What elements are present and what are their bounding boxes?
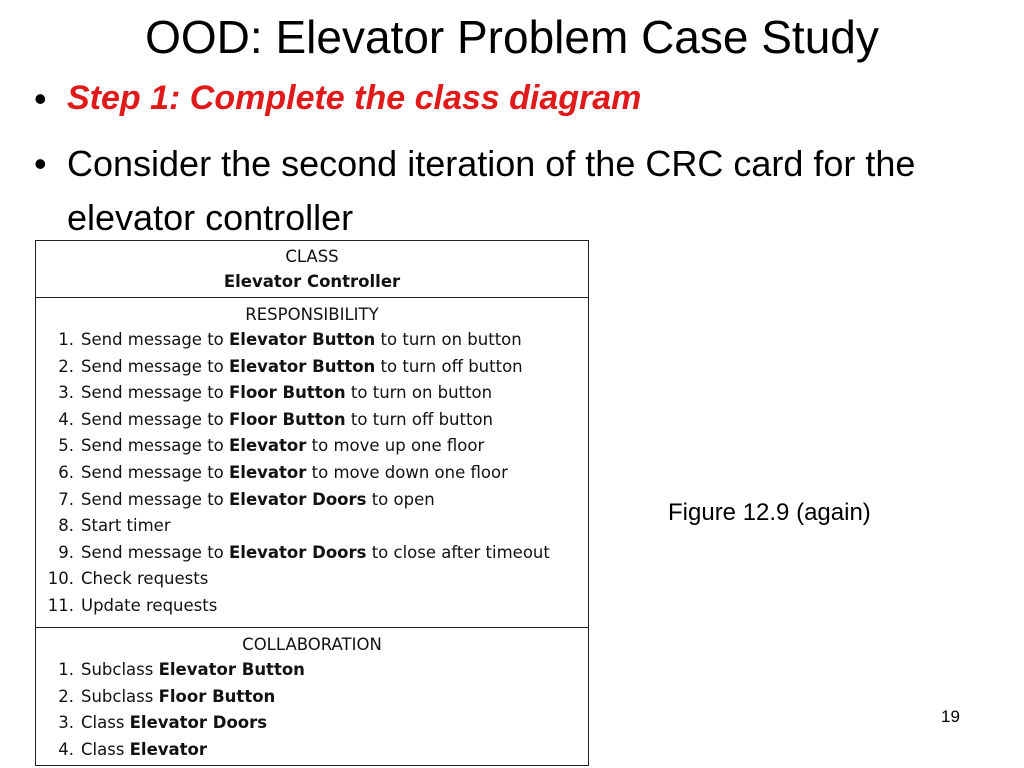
crc-card	[35, 240, 589, 766]
crc-class-section	[36, 241, 588, 298]
class-name: Elevator Controller	[223, 272, 401, 291]
bullet-text: Step 1: Complete the class diagram	[67, 79, 642, 117]
responsibility-item	[36, 487, 588, 514]
item-text-suffix: to close after timeout	[366, 542, 550, 562]
item-number: 2.	[58, 356, 74, 376]
item-text: Subclass	[81, 660, 159, 679]
item-text: Check requests	[81, 569, 209, 589]
item-text: Send message to	[81, 436, 230, 456]
item-text: Class	[81, 713, 130, 733]
bullet-marker: •	[34, 78, 47, 119]
item-number: 10.	[47, 569, 74, 589]
item-text: Send message to	[81, 489, 230, 509]
responsibility-heading: RESPONSIBILITY	[245, 305, 379, 324]
responsibility-list	[36, 327, 588, 620]
responsibility-item	[36, 513, 588, 540]
bullet-text: Consider the second iteration of the CRC card for the elevator controller	[67, 143, 916, 238]
item-text: Send message to	[81, 409, 230, 429]
item-text-suffix: to turn on button	[345, 383, 493, 403]
item-number: 4.	[58, 409, 74, 429]
item-bold-text: Elevator Doors	[229, 489, 367, 509]
bullet-step-1	[34, 74, 1009, 123]
item-text: Send message to	[81, 383, 230, 403]
item-bold-text: Elevator Button	[229, 330, 376, 349]
responsibility-item	[36, 407, 588, 434]
item-number: 7.	[58, 489, 74, 509]
item-text-suffix: to turn off button	[345, 409, 493, 429]
page-number: 19	[941, 707, 960, 726]
crc-collaboration-section	[36, 628, 588, 763]
collaboration-heading: COLLABORATION	[242, 635, 382, 654]
item-number: 1.	[58, 660, 74, 679]
item-text-suffix: to turn off button	[375, 356, 523, 376]
item-text: Subclass	[81, 686, 159, 706]
item-text: Update requests	[81, 595, 218, 615]
item-bold-text: Elevator	[129, 739, 208, 759]
item-text: Class	[81, 739, 130, 759]
responsibility-item	[36, 354, 588, 381]
item-text-suffix: to open	[366, 489, 435, 509]
item-text: Send message to	[81, 330, 230, 349]
item-number: 9.	[58, 542, 74, 562]
responsibility-item	[36, 566, 588, 593]
responsibility-item	[36, 593, 588, 620]
item-number: 4.	[58, 739, 74, 759]
responsibility-item	[36, 540, 588, 567]
item-number: 3.	[58, 383, 74, 403]
slide-title: OOD: Elevator Problem Case Study	[145, 11, 879, 63]
responsibility-item	[36, 433, 588, 460]
item-text-suffix: to turn on button	[375, 330, 522, 349]
item-number: 6.	[58, 462, 74, 482]
item-number: 1.	[58, 330, 74, 349]
item-text: Send message to	[81, 542, 230, 562]
collaboration-item	[36, 657, 588, 684]
collaboration-item	[36, 684, 588, 711]
item-bold-text: Elevator	[229, 436, 307, 456]
item-bold-text: Elevator Doors	[229, 542, 367, 562]
responsibility-item	[36, 460, 588, 487]
item-number: 8.	[58, 516, 74, 536]
item-bold-text: Elevator	[229, 462, 307, 482]
item-number: 2.	[58, 686, 74, 706]
item-text-suffix: to move up one floor	[306, 436, 485, 456]
collaboration-item	[36, 737, 588, 764]
class-heading: CLASS	[285, 247, 339, 266]
item-number: 3.	[58, 713, 74, 733]
item-bold-text: Elevator Button	[158, 660, 305, 679]
item-bold-text: Floor Button	[229, 383, 346, 403]
collaboration-item	[36, 710, 588, 737]
bullet-consider	[34, 137, 1009, 245]
item-text-suffix: to move down one floor	[306, 462, 508, 482]
figure-caption: Figure 12.9 (again)	[668, 499, 871, 526]
item-number: 11.	[47, 595, 74, 615]
bullet-marker: •	[34, 143, 47, 184]
responsibility-item	[36, 327, 588, 354]
item-bold-text: Elevator Doors	[129, 713, 268, 733]
item-bold-text: Floor Button	[229, 409, 346, 429]
collaboration-list	[36, 657, 588, 763]
item-bold-text: Elevator Button	[229, 356, 376, 376]
responsibility-item	[36, 380, 588, 407]
item-text: Send message to	[81, 356, 230, 376]
item-bold-text: Floor Button	[158, 686, 276, 706]
item-text: Start timer	[81, 516, 171, 536]
item-number: 5.	[58, 436, 74, 456]
item-text: Send message to	[81, 462, 230, 482]
crc-responsibility-section	[36, 298, 588, 628]
